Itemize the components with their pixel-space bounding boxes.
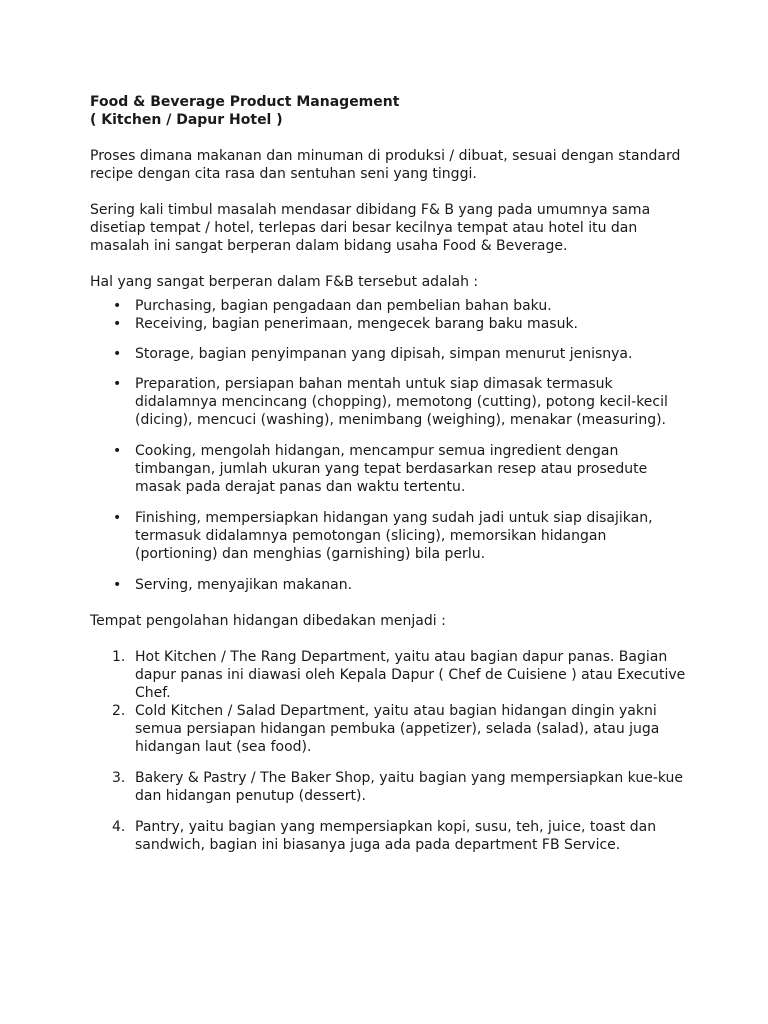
list-number: 3.: [112, 770, 126, 786]
list-item-text: Pantry, yaitu bagian yang mempersiapkan kopi, susu, teh, juice, toast dan sandwich, bagian ini biasanya juga ada pada department FB Service.: [135, 819, 657, 853]
numbered-item-pantry: [90, 818, 690, 854]
numbered-item-cold-kitchen: [90, 702, 690, 756]
bullet-item-receiving: • Receiving, bagian penerimaan, mengecek barang baku masuk.: [90, 315, 690, 333]
kitchen-types-list: [90, 648, 690, 854]
problem-paragraph: Sering kali timbul masalah mendasar dibidang F& B yang pada umumnya sama disetiap tempat / hotel, terlepas dari besar kecilnya tempat atau hotel itu dan masalah ini sangat berperan dalam bidang usaha Food & Beverage.: [90, 202, 651, 254]
list-number: 1.: [112, 649, 126, 665]
list-item-text: Hot Kitchen / The Rang Department, yaitu atau bagian dapur panas. Bagian dapur panas ini diawasi oleh Kepala Dapur ( Chef de Cuisiene ) atau Executive Chef.: [135, 649, 686, 701]
document-page: [90, 93, 690, 854]
list-number: 4.: [112, 819, 126, 835]
list-item-text: Bakery & Pastry / The Baker Shop, yaitu bagian yang mempersiapkan kue-kue dan hidangan penutup (dessert).: [135, 770, 684, 804]
bullet-item-finishing: • Finishing, mempersiapkan hidangan yang sudah jadi untuk siap disajikan, termasuk didalamnya pemotongan (slicing), memorsikan hidangan (portioning) dan menghias (garnishing) bila perlu.: [90, 509, 690, 563]
numbered-item-hot-kitchen: [90, 648, 690, 702]
roles-bullet-list: [90, 297, 690, 594]
numbered-item-bakery: [90, 769, 690, 805]
bullet-item-preparation: • Preparation, persiapan bahan mentah untuk siap dimasak termasuk didalamnya mencincang (chopping), memotong (cutting), potong kecil-kecil (dicing), mencuci (washing), menimbang (weighing), menakar (measuring).: [90, 375, 690, 429]
bullet-item-cooking: • Cooking, mengolah hidangan, mencampur semua ingredient dengan timbangan, jumlah ukuran yang tepat berdasarkan resep atau prosedute masak pada derajat panas dan waktu tertentu.: [90, 442, 690, 496]
bullet-item-serving: • Serving, menyajikan makanan.: [90, 576, 690, 594]
document-subtitle: ( Kitchen / Dapur Hotel ): [90, 112, 283, 128]
bullet-item-purchasing: • Purchasing, bagian pengadaan dan pembelian bahan baku.: [90, 297, 690, 315]
roles-intro-paragraph: Hal yang sangat berperan dalam F&B tersebut adalah :: [90, 274, 479, 290]
document-title: Food & Beverage Product Management: [90, 94, 400, 110]
list-number: 2.: [112, 703, 126, 719]
list-item-text: Cold Kitchen / Salad Department, yaitu atau bagian hidangan dingin yakni semua persiapan hidangan pembuka (appetizer), selada (salad), atau juga hidangan laut (sea food).: [135, 703, 660, 755]
kitchen-types-intro: Tempat pengolahan hidangan dibedakan menjadi :: [90, 613, 446, 629]
bullet-item-storage: • Storage, bagian penyimpanan yang dipisah, simpan menurut jenisnya.: [90, 345, 690, 363]
intro-paragraph: Proses dimana makanan dan minuman di produksi / dibuat, sesuai dengan standard recipe dengan cita rasa dan sentuhan seni yang tinggi.: [90, 148, 681, 182]
